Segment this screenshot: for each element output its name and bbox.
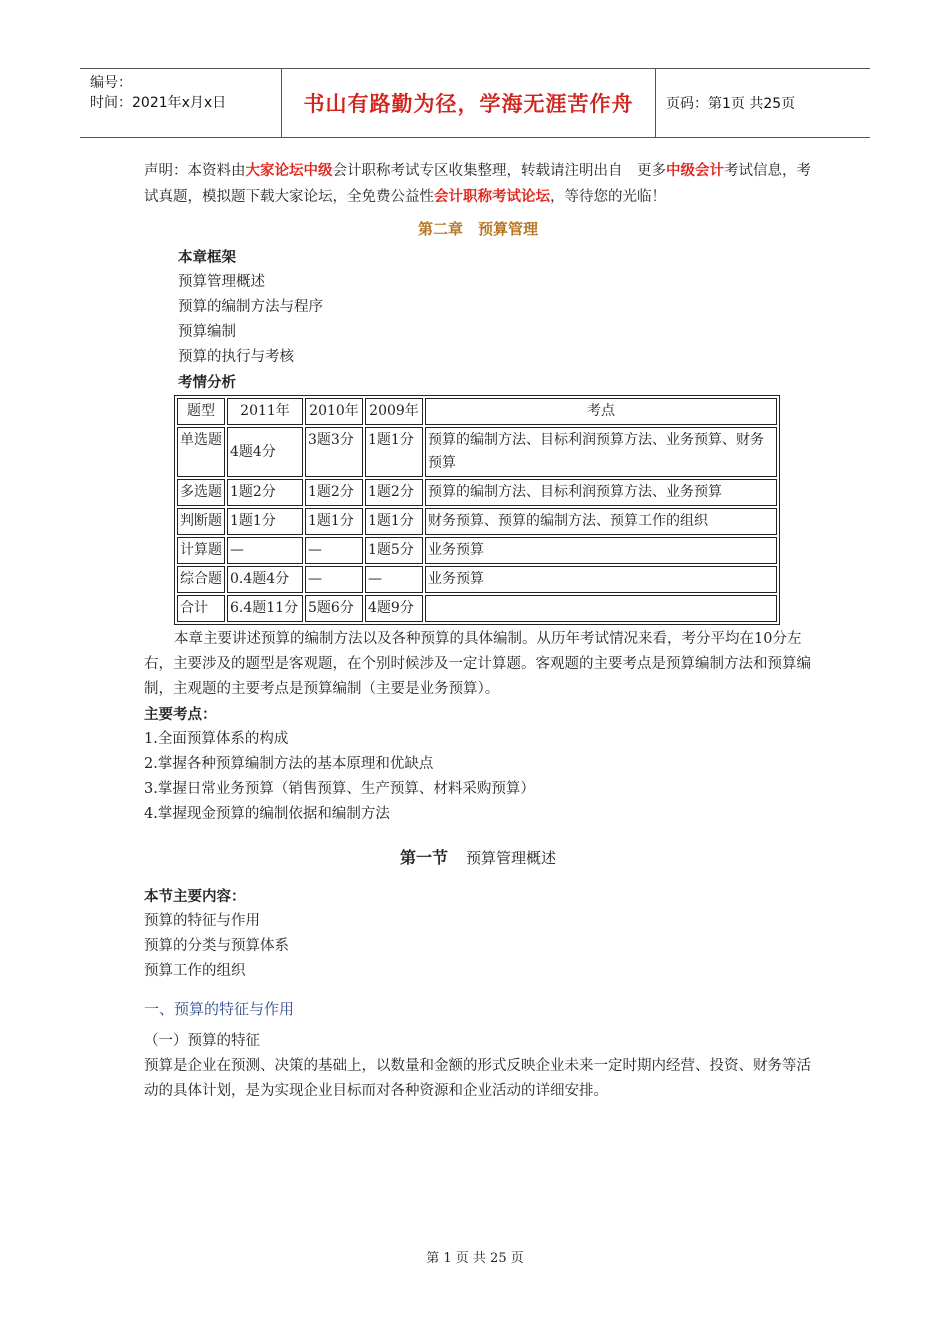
header-meta bbox=[80, 69, 282, 137]
table-cell: 1题1分 bbox=[305, 508, 363, 535]
keypoint-item: 1.全面预算体系的构成 bbox=[144, 731, 289, 747]
keypoints-title: 主要考点： bbox=[144, 706, 217, 723]
table-cell: 综合题 bbox=[177, 566, 225, 593]
framework-item: 预算管理概述 bbox=[178, 274, 265, 290]
table-row bbox=[177, 595, 777, 622]
table-cell: 4题4分 bbox=[227, 427, 303, 477]
table-cell: 4题9分 bbox=[365, 595, 423, 622]
keypoint-item: 2.掌握各种预算编制方法的基本原理和优缺点 bbox=[144, 756, 434, 772]
table-header-cell: 考点 bbox=[425, 398, 777, 425]
table-cell: 多选题 bbox=[177, 479, 225, 506]
framework-title: 本章框架 bbox=[178, 249, 236, 266]
table-cell: 合计 bbox=[177, 595, 225, 622]
table-cell: 判断题 bbox=[177, 508, 225, 535]
section-content-item: 预算的分类与预算体系 bbox=[144, 938, 289, 954]
code-label: 编号： bbox=[90, 75, 132, 91]
framework-item: 预算的编制方法与程序 bbox=[178, 299, 323, 315]
table-cell: 单选题 bbox=[177, 427, 225, 477]
table-row bbox=[177, 479, 777, 506]
header-page-info: 页码：第1页 共25页 bbox=[666, 96, 796, 112]
table-cell: 6.4题11分 bbox=[227, 595, 303, 622]
table-cell: 3题3分 bbox=[305, 427, 363, 477]
subheading-features: （一）预算的特征 bbox=[144, 1033, 260, 1049]
table-header-cell: 2009年 bbox=[365, 398, 423, 425]
table-cell: 0.4题4分 bbox=[227, 566, 303, 593]
table-row bbox=[177, 566, 777, 593]
statement-text: ，等待您的光临！ bbox=[550, 189, 666, 205]
table-cell: — bbox=[365, 566, 423, 593]
table-cell: 1题2分 bbox=[305, 479, 363, 506]
page-footer: 第 1 页 共 25 页 bbox=[426, 1251, 524, 1266]
table-header-cell: 题型 bbox=[177, 398, 225, 425]
header-motto: 书山有路勤为径，学海无涯苦作舟 bbox=[282, 69, 656, 137]
table-cell: 预算的编制方法、目标利润预算方法、业务预算、财务预算 bbox=[425, 427, 777, 477]
table-cell: — bbox=[305, 566, 363, 593]
statement-text: 声明：本资料由 bbox=[144, 163, 246, 179]
chapter-summary: 本章主要讲述预算的编制方法以及各种预算的具体编制。从历年考试情况来看，考分平均在10分左右，主要涉及的题型是客观题，在个别时候涉及一定计算题。客观题的主要考点是预算编制方法和预算编制，主观题的主要考点是预算编制（主要是业务预算）。 bbox=[144, 631, 811, 697]
table-cell: 计算题 bbox=[177, 537, 225, 564]
table-cell: 1题1分 bbox=[365, 427, 423, 477]
table-cell: 1题1分 bbox=[365, 508, 423, 535]
table-cell: 1题1分 bbox=[227, 508, 303, 535]
document-body bbox=[144, 158, 812, 1104]
framework-item: 预算编制 bbox=[178, 324, 236, 340]
table-row bbox=[177, 537, 777, 564]
statement-text: 会计职称考试专区收集整理，转载请注明出自 更多 bbox=[332, 163, 666, 179]
analysis-title: 考情分析 bbox=[178, 374, 236, 391]
table-cell: 1题2分 bbox=[227, 479, 303, 506]
table-row bbox=[177, 427, 777, 477]
table-cell: 业务预算 bbox=[425, 566, 777, 593]
section-content-title: 本节主要内容： bbox=[144, 888, 246, 905]
forum-link[interactable]: 大家论坛中级 bbox=[245, 162, 333, 179]
section-content-item: 预算工作的组织 bbox=[144, 963, 246, 979]
table-header-row bbox=[177, 398, 777, 425]
table-cell: 1题5分 bbox=[365, 537, 423, 564]
table-cell: 预算的编制方法、目标利润预算方法、业务预算 bbox=[425, 479, 777, 506]
exam-analysis-table bbox=[174, 395, 780, 625]
forum-name-link[interactable]: 会计职称考试论坛 bbox=[434, 188, 550, 205]
table-cell bbox=[425, 595, 777, 622]
heading-features: 一、预算的特征与作用 bbox=[144, 1000, 295, 1018]
statement-text: 考试信息，考试真题，模拟题下载大家论坛，全免费公益性 bbox=[144, 163, 811, 205]
table-cell: 业务预算 bbox=[425, 537, 777, 564]
table-cell: — bbox=[305, 537, 363, 564]
page-header bbox=[80, 68, 870, 138]
table-row bbox=[177, 508, 777, 535]
keypoint-item: 4.掌握现金预算的编制依据和编制方法 bbox=[144, 806, 390, 822]
time-label: 时间：2021年x月x日 bbox=[90, 95, 227, 111]
table-cell: — bbox=[227, 537, 303, 564]
statement bbox=[144, 158, 812, 210]
section-title bbox=[144, 845, 812, 868]
section-name: 预算管理概述 bbox=[466, 849, 557, 867]
framework-item: 预算的执行与考核 bbox=[178, 349, 294, 365]
section-content-item: 预算的特征与作用 bbox=[144, 913, 260, 929]
section-number: 第一节 bbox=[399, 848, 448, 867]
chapter-title: 第二章 预算管理 bbox=[417, 220, 538, 238]
exam-link[interactable]: 中级会计 bbox=[666, 162, 724, 179]
table-cell: 财务预算、预算的编制方法、预算工作的组织 bbox=[425, 508, 777, 535]
keypoint-item: 3.掌握日常业务预算（销售预算、生产预算、材料采购预算） bbox=[144, 781, 535, 797]
table-header-cell: 2011年 bbox=[227, 398, 303, 425]
table-cell: 1题2分 bbox=[365, 479, 423, 506]
table-cell: 5题6分 bbox=[305, 595, 363, 622]
table-header-cell: 2010年 bbox=[305, 398, 363, 425]
budget-definition: 预算是企业在预测、决策的基础上，以数量和金额的形式反映企业未来一定时期内经营、投资、财务等活动的具体计划，是为实现企业目标而对各种资源和企业活动的详细安排。 bbox=[144, 1058, 811, 1099]
